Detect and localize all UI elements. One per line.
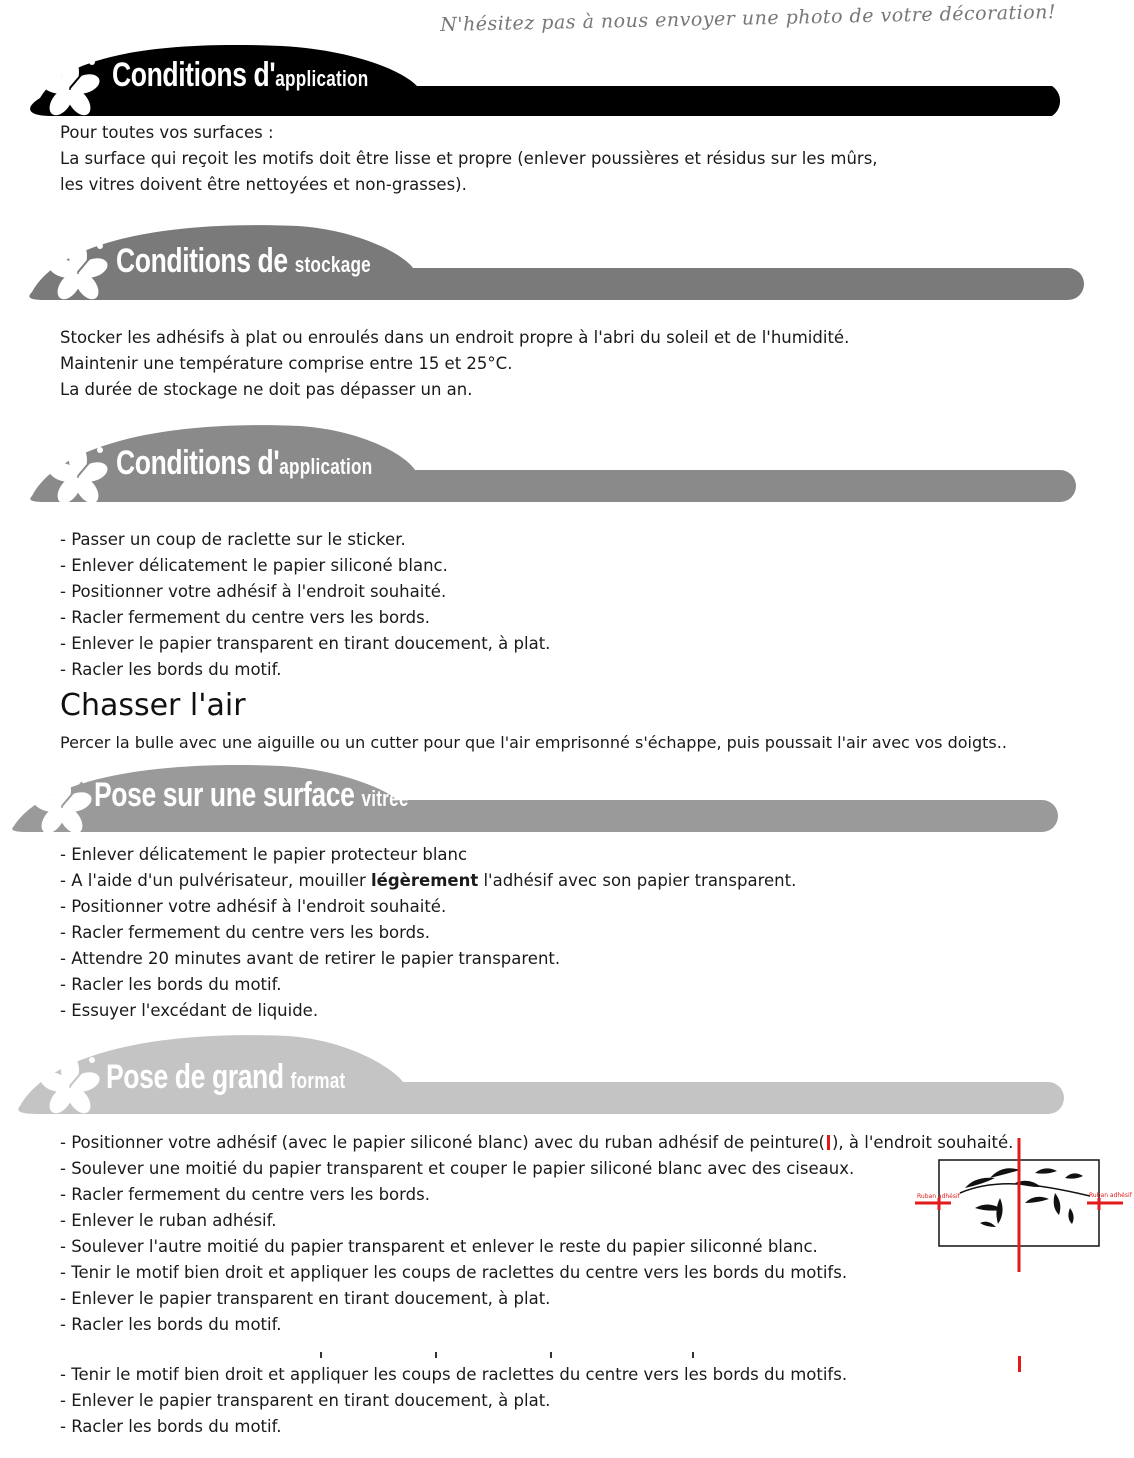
banner-title-main: Conditions de (116, 242, 295, 280)
text-line: - Attendre 20 minutes avant de retirer le papier transparent. (60, 949, 561, 968)
text-line (60, 868, 796, 894)
banner-title-small: application (275, 66, 369, 91)
text-line: - Enlever le papier transparent en tirant doucement, à plat. (60, 1391, 551, 1410)
text-segment: ), à l'endroit souhaité. (831, 1133, 1014, 1152)
text-line: - Racler les bords du motif. (60, 660, 282, 679)
separator-ticks (60, 1352, 960, 1360)
banner-pose-vitree (12, 760, 1062, 835)
banner-title-main: Pose sur une surface (94, 776, 362, 814)
text-grand-format-repeat (60, 1362, 847, 1440)
text-segment: - A l'aide d'un pulvérisateur, mouiller (60, 871, 372, 890)
text-line: - Racler les bords du motif. (60, 1315, 282, 1334)
text-stockage (60, 325, 849, 403)
text-line: - Tenir le motif bien droit et appliquer les coups de raclettes du centre vers les bords du motifs. (60, 1365, 848, 1384)
tape-diagram (915, 1138, 1132, 1272)
banner-conditions-stockage (28, 220, 1088, 305)
text-line (60, 1130, 1013, 1156)
text-line: - Enlever délicatement le papier siliconé blanc. (60, 556, 448, 575)
banner-title-small: stockage (294, 252, 371, 277)
text-line: Maintenir une température comprise entre 15 et 25°C. (60, 354, 513, 373)
text-line: - Racler les bords du motif. (60, 975, 282, 994)
banner-conditions-application-1 (22, 40, 1072, 120)
text-vitree (60, 842, 796, 1024)
banner-title-main: Conditions d' (116, 444, 280, 482)
tape-diagram-graphic (915, 1138, 1132, 1272)
text-application-2 (60, 527, 550, 683)
text-segment: l'adhésif avec son papier transparent. (478, 871, 797, 890)
text-line: - Enlever le papier transparent en tirant doucement, à plat. (60, 634, 551, 653)
text-line: - Soulever une moitié du papier transparent et couper le papier siliconé blanc avec des ciseaux. (60, 1159, 855, 1178)
diagram-label-left: Ruban adhésif (917, 1193, 960, 1200)
banner-title-small: application (279, 454, 373, 479)
banner-title-main: Pose de grand (106, 1058, 291, 1096)
text-line: - Soulever l'autre moitié du papier transparent et enlever le reste du papier siliconné blanc. (60, 1237, 818, 1256)
text-line: Pour toutes vos surfaces : (60, 123, 274, 142)
banner-conditions-application-2 (30, 420, 1080, 505)
banner-title-small: format (290, 1068, 346, 1093)
text-line: La durée de stockage ne doit pas dépasser un an. (60, 380, 473, 399)
banner-title-small: vitrée (361, 786, 409, 811)
text-grand-format (60, 1130, 1013, 1338)
text-segment: - Positionner votre adhésif (avec le papier siliconé blanc) avec du ruban adhésif de peinture( (60, 1133, 825, 1152)
text-emphasis: légèrement (371, 871, 479, 890)
tagline: N'hésitez pas à nous envoyer une photo de votre décoration! (440, 1, 1057, 36)
text-line: - Enlever le ruban adhésif. (60, 1211, 277, 1230)
text-line: - Racler fermement du centre vers les bords. (60, 608, 430, 627)
red-tape-marker (827, 1135, 830, 1150)
text-line: - Positionner votre adhésif à l'endroit souhaité. (60, 582, 447, 601)
text-line: La surface qui reçoit les motifs doit être lisse et propre (enlever poussières et résidus sur les mûrs, (60, 149, 878, 168)
text-line: - Enlever délicatement le papier protecteur blanc (60, 845, 468, 864)
text-line: - Essuyer l'excédant de liquide. (60, 1001, 319, 1020)
banner-pose-grand-format (18, 1030, 1070, 1115)
text-line: - Racler les bords du motif. (60, 1417, 282, 1436)
text-application-1 (60, 120, 878, 198)
text-line: les vitres doivent être nettoyées et non-grasses). (60, 175, 467, 194)
text-line: - Passer un coup de raclette sur le sticker. (60, 530, 406, 549)
banner-title-main: Conditions d' (112, 56, 276, 94)
text-line: - Racler fermement du centre vers les bords. (60, 1185, 430, 1204)
text-line: Stocker les adhésifs à plat ou enroulés dans un endroit propre à l'abri du soleil et de l'humidité. (60, 328, 850, 347)
text-line: - Positionner votre adhésif à l'endroit souhaité. (60, 897, 447, 916)
red-tape-marker (1018, 1356, 1021, 1372)
text-line: - Racler fermement du centre vers les bords. (60, 923, 430, 942)
text-chasser-air: Percer la bulle avec une aiguille ou un cutter pour que l'air emprisonné s'échappe, puis poussait l'air avec vos doigts.. (60, 733, 1007, 752)
text-line: - Tenir le motif bien droit et appliquer les coups de raclettes du centre vers les bords du motifs. (60, 1263, 848, 1282)
text-line: - Enlever le papier transparent en tirant doucement, à plat. (60, 1289, 551, 1308)
diagram-label-right: Ruban adhésif (1089, 1192, 1132, 1199)
heading-chasser-air: Chasser l'air (60, 688, 246, 723)
